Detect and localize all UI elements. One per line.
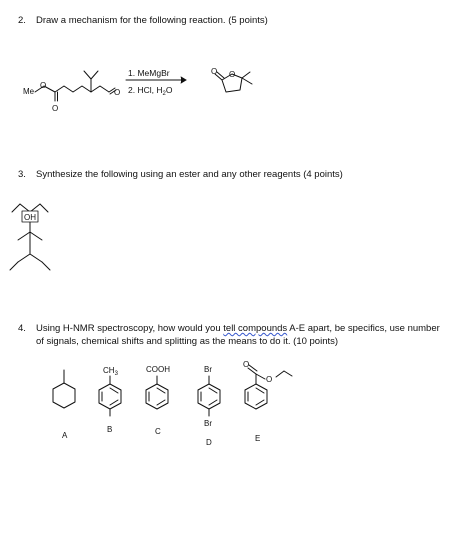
compound-d <box>198 376 220 416</box>
question-4-text-after: A-E apart, be specifics, use number <box>287 323 440 334</box>
lower-left-bond <box>18 254 30 262</box>
branch-methyl-2 <box>91 71 98 79</box>
lactone-ring-oxygen: O <box>229 70 236 79</box>
compound-c-double-1 <box>157 388 165 393</box>
compound-b <box>99 376 121 416</box>
compound-e-carbonyl-oxygen: O <box>243 360 250 369</box>
compound-d-label: D <box>206 438 212 447</box>
compound-a-label: A <box>62 431 68 440</box>
compound-c-double-2 <box>157 400 165 405</box>
compound-a-ring <box>53 383 75 408</box>
compound-c-cooh-label: COOH <box>146 365 170 374</box>
compound-e-ethyl-2 <box>284 371 292 376</box>
compound-d-bromo-top: Br <box>204 365 212 374</box>
question-4-text-before: Using H-NMR spectroscopy, how would you <box>36 323 224 334</box>
target-tertiary-alcohol <box>10 204 50 270</box>
compound-a <box>53 370 75 408</box>
ester-oxygen-label: O <box>40 81 47 90</box>
compound-d-bromo-bottom: Br <box>204 419 212 428</box>
question-2-number: 2. <box>18 15 26 26</box>
carbonyl-oxygen-label: O <box>52 104 59 113</box>
hydroxyl-label: OH <box>24 213 36 222</box>
lower-right-bond-2 <box>42 262 50 270</box>
compound-e-double-2 <box>256 400 264 405</box>
ketone-oxygen-label: O <box>114 88 121 97</box>
compound-e-double-1 <box>256 388 264 393</box>
compound-c <box>146 376 168 409</box>
compound-e <box>245 365 292 409</box>
branch-methyl-1 <box>84 71 91 79</box>
compound-e-ester-oxygen: O <box>266 375 273 384</box>
compound-e-ester-o-bond <box>256 374 265 379</box>
methyl-label: Me <box>23 87 35 96</box>
lactone-carbonyl-oxygen: O <box>211 67 218 76</box>
question-2-text: Draw a mechanism for the following reaction. (5 points) <box>36 15 268 26</box>
question-3-text: Synthesize the following using an ester and any other reagents (4 points) <box>36 169 343 180</box>
compound-e-ethyl-1 <box>276 371 284 377</box>
reagent-step-2: 2. HCl, $H_2O$ <box>128 85 173 97</box>
upper-right-bond-2 <box>40 204 48 212</box>
gem-methyl-1 <box>242 72 250 78</box>
middle-left <box>18 232 30 240</box>
compound-c-label: C <box>155 427 161 436</box>
compound-b-double-2 <box>110 400 118 405</box>
compound-b-label: B <box>107 425 113 434</box>
compound-b-methyl-label: $CH_3$ <box>103 366 118 377</box>
starting-material-keto-ester <box>23 71 120 113</box>
upper-left-bond-2 <box>12 204 20 212</box>
product-lactone <box>211 67 252 92</box>
reagent-step-1: 1. MeMgBr <box>128 68 170 78</box>
compound-b-double-1 <box>110 388 118 393</box>
question-4-spellcheck-text: tell compounds <box>223 323 288 334</box>
compound-d-double-1 <box>209 388 217 393</box>
lower-right-bond <box>30 254 42 262</box>
question-3-number: 3. <box>18 169 26 180</box>
question-4-number: 4. <box>18 323 26 334</box>
compound-e-label: E <box>255 434 261 443</box>
middle-right <box>30 232 42 240</box>
gem-methyl-2 <box>242 78 252 84</box>
compound-d-double-2 <box>209 400 217 405</box>
question-4-line2: of signals, chemical shifts and splitting as the means to do it. (10 points) <box>36 336 339 347</box>
lower-left-bond-2 <box>10 262 18 270</box>
